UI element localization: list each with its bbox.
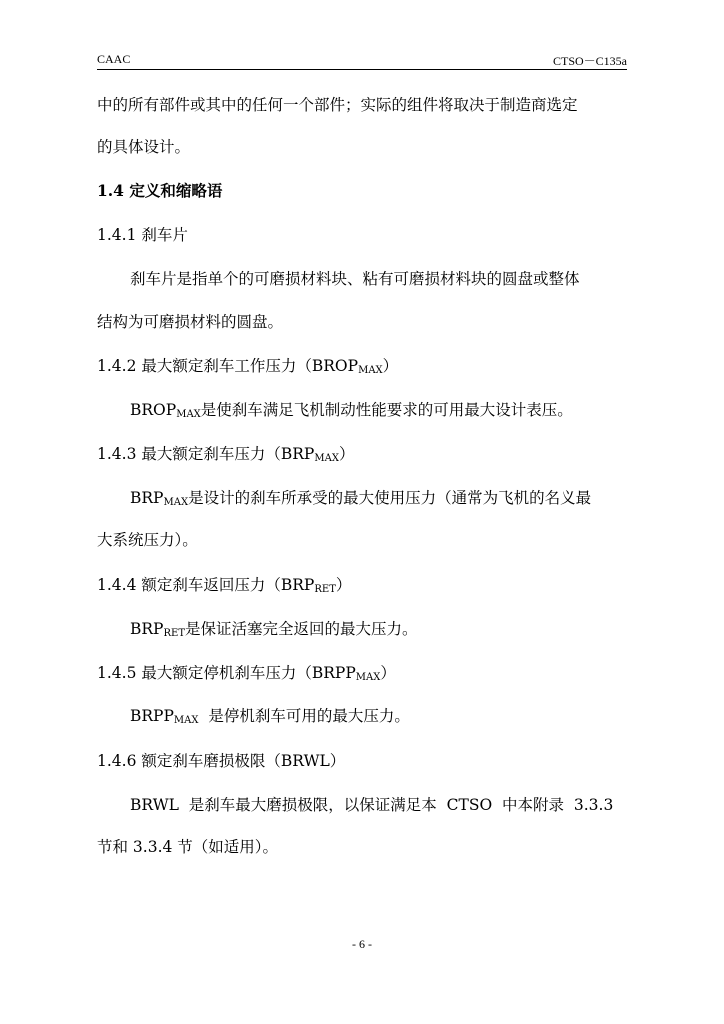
body-line: 中的所有部件或其中的任何一个部件；实际的组件将取决于制造商选定 bbox=[97, 96, 578, 114]
body-line: 结构为可磨损材料的圆盘。 bbox=[97, 313, 284, 331]
term: BRPP bbox=[130, 707, 174, 725]
body-line: BRWL 是刹车最大磨损极限，以保证满足本 CTSO 中本附录 3.3.3 bbox=[130, 796, 614, 814]
subscript: MAX bbox=[173, 715, 199, 726]
definition-text: 是设计的刹车所承受的最大使用压力（通常为飞机的名义最 bbox=[188, 489, 592, 507]
body-line bbox=[130, 619, 670, 639]
subsection-heading bbox=[97, 575, 637, 595]
heading-text: ） bbox=[382, 357, 399, 375]
subsection-heading bbox=[97, 444, 637, 464]
body-line: 的具体设计。 bbox=[97, 138, 191, 156]
body-line bbox=[130, 706, 670, 726]
subscript: MAX bbox=[314, 453, 339, 464]
body-line: 节和 3.3.4 节（如适用）。 bbox=[97, 838, 279, 856]
heading-text: ） bbox=[380, 664, 396, 682]
subscript: MAX bbox=[163, 497, 189, 508]
subscript: RET bbox=[163, 628, 185, 639]
heading-text: 1.4.5 最大额定停机刹车压力（BRPP bbox=[97, 664, 356, 682]
definition-text: 是保证活塞完全返回的最大压力。 bbox=[185, 620, 418, 638]
heading-text: ） bbox=[338, 445, 355, 463]
term: BRP bbox=[130, 489, 164, 507]
subscript: MAX bbox=[355, 672, 381, 683]
subsection-heading: 1.4.1 刹车片 bbox=[97, 226, 188, 244]
heading-text: ） bbox=[335, 576, 352, 594]
subscript: MAX bbox=[358, 365, 383, 376]
heading-text: 1.4.2 最大额定刹车工作压力（BROP bbox=[97, 357, 359, 375]
subsection-heading bbox=[97, 356, 637, 376]
definition-text: 是使刹车满足飞机制动性能要求的可用最大设计表压。 bbox=[200, 401, 573, 419]
header-doc-id: CTSO－C135a bbox=[552, 54, 627, 68]
header-rule bbox=[97, 69, 627, 70]
section-heading: 1.4 定义和缩略语 bbox=[97, 181, 223, 200]
page-header bbox=[97, 52, 627, 70]
heading-text: 1.4.4 额定刹车返回压力（BRP bbox=[97, 576, 315, 594]
body-line bbox=[130, 488, 670, 508]
definition-text: 是停机刹车可用的最大压力。 bbox=[198, 707, 410, 725]
subsection-heading bbox=[97, 663, 637, 683]
page-number: - 6 - bbox=[352, 937, 372, 951]
term: BRP bbox=[130, 620, 164, 638]
body-line bbox=[130, 400, 670, 420]
subsection-heading: 1.4.6 额定刹车磨损极限（BRWL） bbox=[97, 752, 346, 770]
subscript: MAX bbox=[176, 409, 201, 420]
subscript: RET bbox=[314, 584, 336, 595]
header-org: CAAC bbox=[97, 52, 131, 66]
body-line: 刹车片是指单个的可磨损材料块、粘有可磨损材料块的圆盘或整体 bbox=[130, 270, 580, 288]
body-line: 大系统压力）。 bbox=[97, 531, 198, 549]
heading-text: 1.4.3 最大额定刹车压力（BRP bbox=[97, 445, 315, 463]
term: BROP bbox=[130, 401, 177, 419]
